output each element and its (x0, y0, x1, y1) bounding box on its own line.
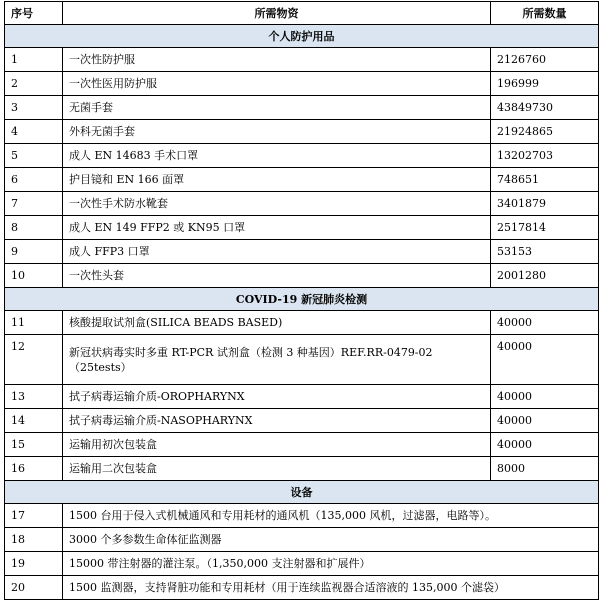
table-row (5, 335, 599, 385)
row-item: 成人 EN 14683 手术口罩 (63, 144, 491, 168)
row-item: 一次性头套 (63, 264, 491, 288)
row-item: 一次性手术防水靴套 (63, 192, 491, 216)
table-row (5, 216, 599, 240)
row-item: 一次性医用防护服 (63, 72, 491, 96)
section-title: 个人防护用品 (5, 25, 599, 48)
row-num: 12 (5, 335, 63, 385)
table-row (5, 120, 599, 144)
row-qty: 53153 (491, 240, 599, 264)
section-title: COVID-19 新冠肺炎检测 (5, 288, 599, 311)
row-num: 15 (5, 433, 63, 457)
row-qty: 40000 (491, 311, 599, 335)
row-item: 核酸提取试剂盒(SILICA BEADS BASED) (63, 311, 491, 335)
row-num: 20 (5, 576, 63, 600)
table-row (5, 504, 599, 528)
header-row (5, 2, 599, 25)
row-item: 1500 监测器，支持肾脏功能和专用耗材（用于连续监视器合适溶液的 135,000 个滤袋） (63, 576, 599, 600)
row-qty: 2517814 (491, 216, 599, 240)
section-title: 设备 (5, 481, 599, 504)
row-num: 11 (5, 311, 63, 335)
row-num: 1 (5, 48, 63, 72)
row-qty: 40000 (491, 385, 599, 409)
row-num: 16 (5, 457, 63, 481)
row-item: 成人 EN 149 FFP2 或 KN95 口罩 (63, 216, 491, 240)
row-qty: 40000 (491, 409, 599, 433)
row-item: 一次性防护服 (63, 48, 491, 72)
row-qty: 43849730 (491, 96, 599, 120)
header-num: 序号 (5, 2, 63, 25)
row-qty: 21924865 (491, 120, 599, 144)
row-num: 2 (5, 72, 63, 96)
row-item: 运输用初次包装盒 (63, 433, 491, 457)
row-qty: 3401879 (491, 192, 599, 216)
table-row (5, 48, 599, 72)
row-num: 19 (5, 552, 63, 576)
table-row (5, 433, 599, 457)
row-num: 10 (5, 264, 63, 288)
table-row (5, 457, 599, 481)
row-qty: 40000 (491, 335, 599, 385)
section-row-covid-testing (5, 288, 599, 311)
table-row (5, 528, 599, 552)
table-row (5, 385, 599, 409)
table-row (5, 72, 599, 96)
row-num: 3 (5, 96, 63, 120)
row-num: 9 (5, 240, 63, 264)
row-item: 外科无菌手套 (63, 120, 491, 144)
row-qty: 2126760 (491, 48, 599, 72)
row-qty: 196999 (491, 72, 599, 96)
row-qty: 2001280 (491, 264, 599, 288)
row-qty: 748651 (491, 168, 599, 192)
section-row-ppe (5, 25, 599, 48)
row-num: 13 (5, 385, 63, 409)
row-num: 7 (5, 192, 63, 216)
row-num: 8 (5, 216, 63, 240)
row-item: 无菌手套 (63, 96, 491, 120)
table-row (5, 192, 599, 216)
supplies-table (4, 1, 599, 600)
row-item: 运输用二次包装盒 (63, 457, 491, 481)
row-item: 1500 台用于侵入式机械通风和专用耗材的通风机（135,000 风机，过滤器，电路等）。 (63, 504, 599, 528)
row-item: 护目镜和 EN 166 面罩 (63, 168, 491, 192)
table-row (5, 240, 599, 264)
row-item: 拭子病毒运输介质-OROPHARYNX (63, 385, 491, 409)
row-item: 新冠状病毒实时多重 RT-PCR 试剂盒（检测 3 种基因）REF.RR-0479-02（25tests） (63, 335, 491, 385)
table-row (5, 409, 599, 433)
table-row (5, 576, 599, 600)
table-row (5, 96, 599, 120)
row-item: 成人 FFP3 口罩 (63, 240, 491, 264)
table-row (5, 552, 599, 576)
table-row (5, 264, 599, 288)
row-num: 6 (5, 168, 63, 192)
row-qty: 40000 (491, 433, 599, 457)
row-qty: 8000 (491, 457, 599, 481)
row-num: 4 (5, 120, 63, 144)
row-num: 18 (5, 528, 63, 552)
row-item: 拭子病毒运输介质-NASOPHARYNX (63, 409, 491, 433)
table-row (5, 311, 599, 335)
header-item: 所需物资 (63, 2, 491, 25)
row-qty: 13202703 (491, 144, 599, 168)
row-item: 15000 带注射器的灌注泵。（1,350,000 支注射器和扩展件） (63, 552, 599, 576)
table-row (5, 168, 599, 192)
header-qty: 所需数量 (491, 2, 599, 25)
section-row-equipment (5, 481, 599, 504)
row-item: 3000 个多参数生命体征监测器 (63, 528, 599, 552)
row-num: 14 (5, 409, 63, 433)
table-row (5, 144, 599, 168)
row-num: 17 (5, 504, 63, 528)
row-num: 5 (5, 144, 63, 168)
